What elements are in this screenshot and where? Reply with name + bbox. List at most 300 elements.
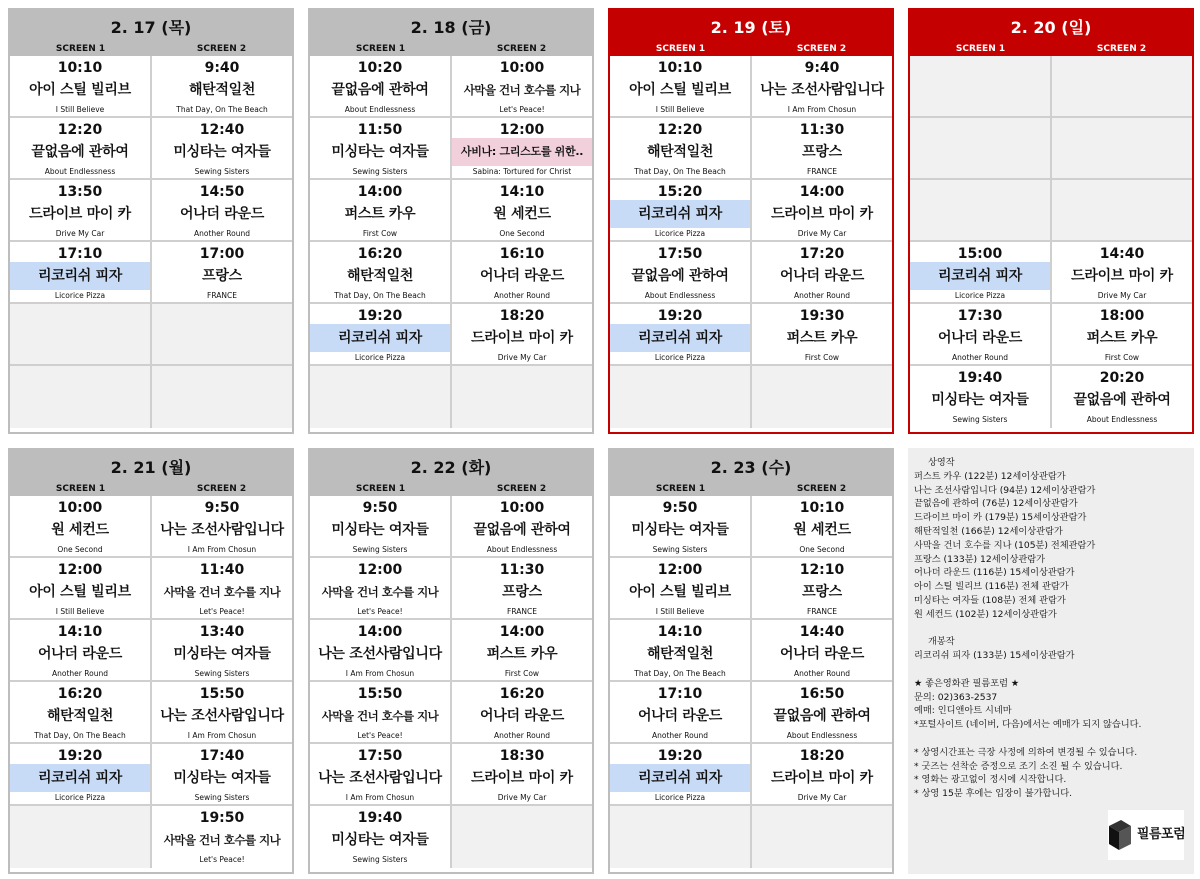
screen-2-label: SCREEN 2 <box>796 44 847 54</box>
film-english-title: I Still Believe <box>655 607 705 616</box>
showtime-grid <box>310 56 592 428</box>
empty-slot <box>910 118 1050 180</box>
showtime-slot[interactable] <box>310 744 450 806</box>
empty-slot <box>752 806 892 868</box>
day-card <box>608 448 894 874</box>
film-title: 어나더 라운드 <box>638 708 722 724</box>
showtime-slot[interactable] <box>1052 366 1192 428</box>
film-english-title: That Day, On The Beach <box>634 669 726 678</box>
film-title: 해탄적일천 <box>346 268 414 284</box>
film-english-title: Sewing Sisters <box>194 167 250 176</box>
screen-1-label: SCREEN 1 <box>355 44 406 54</box>
showtime-slot[interactable] <box>310 180 450 242</box>
film-english-title: About Endlessness <box>1086 415 1158 424</box>
showtime-slot[interactable] <box>610 118 750 180</box>
film-title: 해탄적일천 <box>46 708 114 724</box>
showtime-slot[interactable] <box>610 180 750 242</box>
film-title: 어나더 라운드 <box>180 206 264 222</box>
showtime: 10:00 <box>57 500 103 516</box>
showtime-slot[interactable] <box>310 682 450 744</box>
showtime-slot[interactable] <box>610 620 750 682</box>
film-english-title: Sewing Sisters <box>952 415 1008 424</box>
film-title: 미싱타는 여자들 <box>331 522 429 538</box>
showtime-slot[interactable] <box>910 304 1050 366</box>
showtime-slot[interactable] <box>10 744 150 806</box>
screen-column <box>310 496 450 868</box>
screen-1-label: SCREEN 1 <box>55 484 106 494</box>
day-date: 2. 18 (금) <box>410 18 492 37</box>
showtime: 9:50 <box>204 500 240 516</box>
day-date: 2. 22 (화) <box>410 458 492 477</box>
empty-slot <box>910 56 1050 118</box>
showtime-grid <box>610 496 892 868</box>
film-english-title: About Endlessness <box>344 105 416 114</box>
showtime-slot[interactable] <box>452 620 592 682</box>
showtime-slot[interactable] <box>452 682 592 744</box>
film-english-title: Drive My Car <box>797 793 847 802</box>
showtime-slot[interactable] <box>10 620 150 682</box>
film-title: 끝없음에 관하여 <box>331 82 429 98</box>
film-title: 드라이브 마이 카 <box>29 206 131 222</box>
showtime-slot[interactable] <box>452 56 592 118</box>
showtime: 10:20 <box>357 60 403 76</box>
empty-slot <box>10 366 150 428</box>
film-title: 리코리쉬 피자 <box>610 324 750 352</box>
screen-2-label: SCREEN 2 <box>1096 44 1147 54</box>
empty-slot <box>152 304 292 366</box>
screen-column <box>1050 56 1192 428</box>
film-english-title: Sabina: Tortured for Christ <box>472 167 572 176</box>
film-title: 프랑스 <box>502 584 542 600</box>
showtime: 14:10 <box>499 184 545 200</box>
film-title: 미싱타는 여자들 <box>173 770 271 786</box>
film-title: 드라이브 마이 카 <box>771 206 873 222</box>
showtime-slot[interactable] <box>610 56 750 118</box>
contact-line: 문의: 02)363-2537 <box>914 691 998 703</box>
screen-column <box>610 56 750 428</box>
now-showing-item: 해탄적일천 (166분) 12세이상관람가 <box>914 525 1063 537</box>
film-english-title: First Cow <box>804 353 840 362</box>
screen-column <box>10 56 150 428</box>
showtime: 17:00 <box>199 246 245 262</box>
film-english-title: Licorice Pizza <box>354 353 406 362</box>
film-title: 어나더 라운드 <box>38 646 122 662</box>
film-title: 리코리쉬 피자 <box>310 324 450 352</box>
showtime-slot[interactable] <box>152 118 292 180</box>
film-english-title: Another Round <box>794 291 850 300</box>
film-title: 나는 조선사람입니다 <box>318 646 442 662</box>
showtime-slot[interactable] <box>152 558 292 620</box>
film-english-title: That Day, On The Beach <box>334 291 426 300</box>
showtime-slot[interactable] <box>752 242 892 304</box>
film-english-title: FRANCE <box>807 607 837 616</box>
showtime: 18:30 <box>499 748 545 764</box>
day-date: 2. 20 (일) <box>1010 18 1092 37</box>
empty-slot <box>310 366 450 428</box>
showtime-slot[interactable] <box>910 242 1050 304</box>
screen-column <box>450 496 592 868</box>
film-title: 미싱타는 여자들 <box>331 144 429 160</box>
showtime-slot[interactable] <box>10 56 150 118</box>
showtime-slot[interactable] <box>752 180 892 242</box>
film-english-title: Drive My Car <box>497 793 547 802</box>
showtime: 15:00 <box>957 246 1003 262</box>
showtime: 14:40 <box>1099 246 1145 262</box>
film-english-title: Licorice Pizza <box>654 793 706 802</box>
film-forum-logo <box>1108 810 1184 860</box>
film-english-title: Drive My Car <box>497 353 547 362</box>
showtime: 15:20 <box>657 184 703 200</box>
showtime-slot[interactable] <box>910 366 1050 428</box>
film-title: 퍼스트 카우 <box>786 330 858 346</box>
film-english-title: About Endlessness <box>486 545 558 554</box>
showtime: 11:30 <box>499 562 545 578</box>
film-english-title: FRANCE <box>807 167 837 176</box>
showtime: 17:10 <box>57 246 103 262</box>
showtime-grid <box>910 56 1192 428</box>
film-english-title: One Second <box>799 545 845 554</box>
showtime: 18:20 <box>499 308 545 324</box>
film-title: 드라이브 마이 카 <box>471 770 573 786</box>
showtime: 13:50 <box>57 184 103 200</box>
showtime: 12:20 <box>57 122 103 138</box>
film-title: 드라이브 마이 카 <box>471 330 573 346</box>
showtime-slot[interactable] <box>310 118 450 180</box>
showtime: 11:50 <box>357 122 403 138</box>
showtime: 14:10 <box>657 624 703 640</box>
showtime-slot[interactable] <box>310 558 450 620</box>
film-reel-icon <box>1107 818 1133 852</box>
now-showing-item: 끝없음에 관하여 (76분) 12세이상관람가 <box>914 498 1078 510</box>
showtime: 9:50 <box>362 500 398 516</box>
showtime-slot[interactable] <box>452 744 592 806</box>
showtime-slot[interactable] <box>452 118 592 180</box>
screen-headers <box>910 42 1192 56</box>
screen-column <box>750 56 892 428</box>
now-showing-item: 퍼스트 카우 (122분) 12세이상관람가 <box>914 470 1066 482</box>
film-title: 프랑스 <box>802 584 842 600</box>
film-title: 끝없음에 관하여 <box>1073 392 1171 408</box>
showtime-grid <box>610 56 892 428</box>
showtime: 12:10 <box>799 562 845 578</box>
showtime-slot[interactable] <box>152 496 292 558</box>
screen-2-label: SCREEN 2 <box>196 484 247 494</box>
showtime-slot[interactable] <box>310 242 450 304</box>
film-english-title: Let's Peace! <box>357 731 403 740</box>
empty-slot <box>10 304 150 366</box>
film-title: 아이 스틸 빌리브 <box>629 82 731 98</box>
day-header <box>310 10 592 56</box>
showtime-slot[interactable] <box>610 242 750 304</box>
film-english-title: That Day, On The Beach <box>176 105 268 114</box>
film-english-title: Sewing Sisters <box>652 545 708 554</box>
showtime-slot[interactable] <box>10 118 150 180</box>
showtime-slot[interactable] <box>1052 304 1192 366</box>
showtime: 18:00 <box>1099 308 1145 324</box>
showtime-slot[interactable] <box>310 56 450 118</box>
film-english-title: I Am From Chosun <box>187 731 257 740</box>
showtime-slot[interactable] <box>752 682 892 744</box>
showtime-slot[interactable] <box>752 558 892 620</box>
film-english-title: That Day, On The Beach <box>634 167 726 176</box>
showtime: 12:00 <box>499 122 545 138</box>
day-card <box>608 8 894 434</box>
showtime: 19:20 <box>357 308 403 324</box>
film-title: 끝없음에 관하여 <box>473 522 571 538</box>
film-english-title: Sewing Sisters <box>352 545 408 554</box>
now-showing-item: 사막을 건너 호수를 지나 (105분) 전체관람가 <box>914 539 1096 551</box>
day-date: 2. 23 (수) <box>710 458 792 477</box>
day-date: 2. 21 (월) <box>110 458 192 477</box>
showtime: 12:00 <box>57 562 103 578</box>
screen-column <box>750 496 892 868</box>
film-english-title: I Still Believe <box>55 607 105 616</box>
day-card <box>308 8 594 434</box>
film-title: 해탄적일천 <box>646 646 714 662</box>
screen-headers <box>310 482 592 496</box>
showtime-slot[interactable] <box>310 620 450 682</box>
film-title: 끝없음에 관하여 <box>631 268 729 284</box>
film-title: 나는 조선사람입니다 <box>318 770 442 786</box>
showtime: 12:00 <box>357 562 403 578</box>
film-english-title: Sewing Sisters <box>194 669 250 678</box>
empty-slot <box>1052 56 1192 118</box>
screen-1-label: SCREEN 1 <box>955 44 1006 54</box>
film-title: 리코리쉬 피자 <box>610 764 750 792</box>
showtime: 15:50 <box>199 686 245 702</box>
showtime-slot[interactable] <box>310 806 450 868</box>
screen-2-label: SCREEN 2 <box>496 44 547 54</box>
showtime-slot[interactable] <box>152 682 292 744</box>
showtime-slot[interactable] <box>610 744 750 806</box>
film-english-title: About Endlessness <box>786 731 858 740</box>
film-english-title: Sewing Sisters <box>194 793 250 802</box>
showtime-slot[interactable] <box>752 620 892 682</box>
film-english-title: Another Round <box>794 669 850 678</box>
film-english-title: Sewing Sisters <box>352 855 408 864</box>
film-title: 미싱타는 여자들 <box>631 522 729 538</box>
showtime-slot[interactable] <box>310 496 450 558</box>
film-title: 사막을 건너 호수를 지나 <box>163 833 281 847</box>
day-card <box>8 8 294 434</box>
day-date: 2. 19 (토) <box>710 18 792 37</box>
film-title: 리코리쉬 피자 <box>610 200 750 228</box>
showtime: 9:40 <box>804 60 840 76</box>
showtime: 14:00 <box>357 624 403 640</box>
film-title: 리코리쉬 피자 <box>10 262 150 290</box>
film-title: 어나더 라운드 <box>480 708 564 724</box>
film-title: 미싱타는 여자들 <box>173 144 271 160</box>
showtime-slot[interactable] <box>152 180 292 242</box>
showtime: 13:40 <box>199 624 245 640</box>
showtime-slot[interactable] <box>10 558 150 620</box>
contact-line: *포털사이트 (네이버, 다음)에서는 예매가 되지 않습니다. <box>914 719 1142 731</box>
info-panel <box>908 448 1194 874</box>
showtime: 16:20 <box>499 686 545 702</box>
film-title: 리코리쉬 피자 <box>910 262 1050 290</box>
film-english-title: About Endlessness <box>644 291 716 300</box>
showtime: 10:10 <box>657 60 703 76</box>
film-english-title: About Endlessness <box>44 167 116 176</box>
showtime: 17:20 <box>799 246 845 262</box>
showtime: 10:10 <box>57 60 103 76</box>
showtime: 10:00 <box>499 60 545 76</box>
film-english-title: I Am From Chosun <box>787 105 857 114</box>
showtime: 12:40 <box>199 122 245 138</box>
showtime-slot[interactable] <box>310 304 450 366</box>
contact-line: 예매: 인디앤아트 시네마 <box>914 705 1012 717</box>
day-header <box>610 450 892 496</box>
showtime: 19:20 <box>657 308 703 324</box>
film-english-title: I Still Believe <box>55 105 105 114</box>
screen-headers <box>610 482 892 496</box>
note-line: * 굿즈는 선착순 증정으로 조기 소진 될 수 있습니다. <box>914 760 1123 772</box>
film-title: 드라이브 마이 카 <box>771 770 873 786</box>
showtime: 16:50 <box>799 686 845 702</box>
film-english-title: FRANCE <box>207 291 237 300</box>
film-title: 미싱타는 여자들 <box>331 832 429 848</box>
film-english-title: Licorice Pizza <box>54 291 106 300</box>
film-english-title: Another Round <box>494 291 550 300</box>
showtime-slot[interactable] <box>752 744 892 806</box>
film-title: 사막을 건너 호수를 지나 <box>321 709 439 723</box>
screen-headers <box>610 42 892 56</box>
showtime-slot[interactable] <box>752 496 892 558</box>
showtime: 19:40 <box>957 370 1003 386</box>
now-showing-item: 나는 조선사람입니다 (94분) 12세이상관람가 <box>914 484 1096 496</box>
screen-column <box>910 56 1050 428</box>
empty-slot <box>752 366 892 428</box>
showtime: 12:20 <box>657 122 703 138</box>
screen-column <box>610 496 750 868</box>
showtime-slot[interactable] <box>452 496 592 558</box>
showtime-slot[interactable] <box>452 558 592 620</box>
showtime-slot[interactable] <box>10 180 150 242</box>
film-title: 어나더 라운드 <box>780 268 864 284</box>
showtime: 19:20 <box>657 748 703 764</box>
screen-headers <box>310 42 592 56</box>
screen-2-label: SCREEN 2 <box>796 484 847 494</box>
showtime-slot[interactable] <box>752 56 892 118</box>
film-title: 드라이브 마이 카 <box>1071 268 1173 284</box>
film-english-title: Licorice Pizza <box>954 291 1006 300</box>
film-title: 아이 스틸 빌리브 <box>29 82 131 98</box>
showtime: 17:10 <box>657 686 703 702</box>
showtime-slot[interactable] <box>10 496 150 558</box>
showtime-slot[interactable] <box>452 304 592 366</box>
film-title: 해탄적일천 <box>646 144 714 160</box>
film-title: 아이 스틸 빌리브 <box>29 584 131 600</box>
showtime: 17:50 <box>357 748 403 764</box>
now-showing-heading: 상영작 <box>928 457 955 468</box>
showtime: 11:30 <box>799 122 845 138</box>
showtime-slot[interactable] <box>610 304 750 366</box>
showtime-slot[interactable] <box>152 242 292 304</box>
showtime-slot[interactable] <box>152 620 292 682</box>
logo-text: 필름포럼 <box>1136 827 1186 843</box>
film-english-title: Another Round <box>494 731 550 740</box>
showtime-slot[interactable] <box>452 242 592 304</box>
showtime-slot[interactable] <box>1052 242 1192 304</box>
showtime-slot[interactable] <box>452 180 592 242</box>
film-title: 미싱타는 여자들 <box>931 392 1029 408</box>
showtime-slot[interactable] <box>152 56 292 118</box>
film-english-title: Another Round <box>952 353 1008 362</box>
day-card <box>8 448 294 874</box>
film-title: 어나더 라운드 <box>938 330 1022 346</box>
film-english-title: First Cow <box>504 669 540 678</box>
film-english-title: One Second <box>499 229 545 238</box>
showtime-slot[interactable] <box>752 118 892 180</box>
now-showing-item: 아이 스틸 빌리브 (116분) 전체 관람가 <box>914 581 1069 593</box>
screen-column <box>450 56 592 428</box>
showtime-slot[interactable] <box>610 682 750 744</box>
film-english-title: I Still Believe <box>655 105 705 114</box>
showtime: 11:40 <box>199 562 245 578</box>
showtime-slot[interactable] <box>610 496 750 558</box>
showtime-slot[interactable] <box>610 558 750 620</box>
film-english-title: I Am From Chosun <box>345 793 415 802</box>
showtime-slot[interactable] <box>152 806 292 868</box>
notes-list <box>914 746 1188 801</box>
screen-headers <box>10 482 292 496</box>
showtime-grid <box>310 496 592 868</box>
opening-heading: 개봉작 <box>928 636 955 648</box>
showtime-slot[interactable] <box>10 242 150 304</box>
showtime: 19:50 <box>199 810 245 826</box>
film-title: 나는 조선사람입니다 <box>160 708 284 724</box>
film-english-title: FRANCE <box>507 607 537 616</box>
film-english-title: Let's Peace! <box>199 855 245 864</box>
showtime-slot[interactable] <box>752 304 892 366</box>
day-header <box>310 450 592 496</box>
showtime: 14:10 <box>57 624 103 640</box>
showtime: 16:10 <box>499 246 545 262</box>
day-date: 2. 17 (목) <box>110 18 192 37</box>
film-english-title: Sewing Sisters <box>352 167 408 176</box>
film-english-title: Another Round <box>52 669 108 678</box>
film-english-title: Licorice Pizza <box>54 793 106 802</box>
showtime-slot[interactable] <box>10 682 150 744</box>
showtime: 17:30 <box>957 308 1003 324</box>
empty-slot <box>610 806 750 868</box>
film-title: 사막을 건너 호수를 지나 <box>321 585 439 599</box>
empty-slot <box>910 180 1050 242</box>
film-title: 원 세컨드 <box>793 522 851 538</box>
film-title: 끝없음에 관하여 <box>31 144 129 160</box>
contact-info <box>914 677 1188 732</box>
film-title: 나는 조선사람입니다 <box>160 522 284 538</box>
showtime: 17:40 <box>199 748 245 764</box>
film-title: 사막을 건너 호수를 지나 <box>163 585 281 599</box>
screen-1-label: SCREEN 1 <box>655 484 706 494</box>
film-title: 퍼스트 카우 <box>486 646 558 662</box>
showtime: 14:50 <box>199 184 245 200</box>
film-title: 퍼스트 카우 <box>1086 330 1158 346</box>
film-title: 프랑스 <box>802 144 842 160</box>
film-title: 아이 스틸 빌리브 <box>629 584 731 600</box>
showtime-slot[interactable] <box>152 744 292 806</box>
film-title: 어나더 라운드 <box>480 268 564 284</box>
screen-column <box>10 496 150 868</box>
now-showing-item: 어나더 라운드 (116분) 15세이상관람가 <box>914 567 1075 579</box>
screen-1-label: SCREEN 1 <box>655 44 706 54</box>
screen-column <box>310 56 450 428</box>
screen-1-label: SCREEN 1 <box>355 484 406 494</box>
empty-slot <box>10 806 150 868</box>
showtime-grid <box>10 496 292 868</box>
film-english-title: That Day, On The Beach <box>34 731 126 740</box>
